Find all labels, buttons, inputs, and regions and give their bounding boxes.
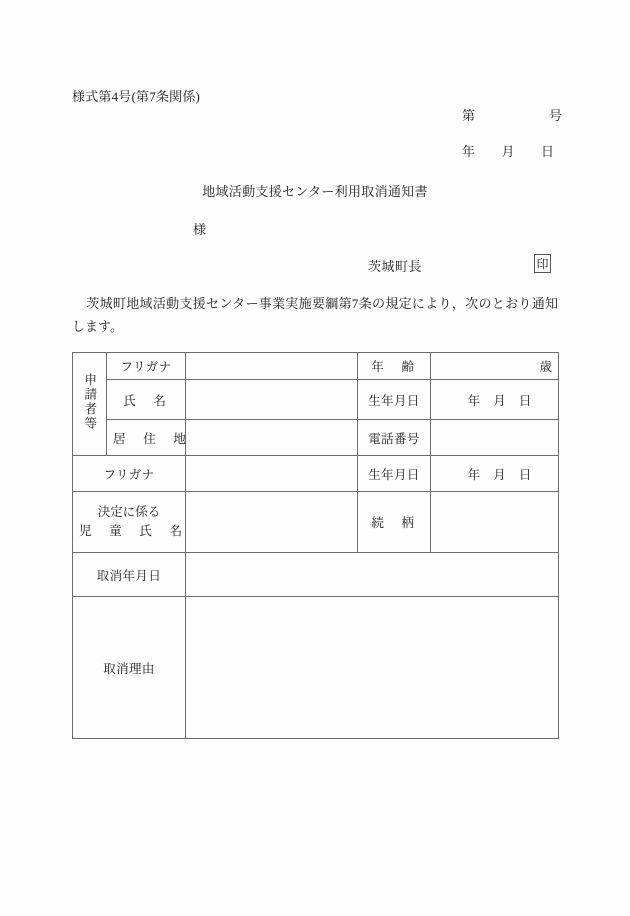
label-child-name-line1: 決定に係る (97, 504, 161, 519)
value-age[interactable] (431, 353, 559, 380)
label-phone: 電話番号 (358, 420, 431, 456)
notification-form-table (72, 352, 559, 739)
value-birthdate-applicant[interactable] (431, 380, 559, 420)
value-furigana-applicant[interactable] (186, 353, 358, 380)
value-cancel-date[interactable] (186, 553, 559, 597)
label-relationship: 続 柄 (358, 492, 431, 553)
value-birthdate-child[interactable] (431, 456, 559, 492)
label-age: 年 齢 (358, 353, 431, 380)
value-relationship[interactable] (431, 492, 559, 553)
value-phone[interactable] (431, 420, 559, 456)
label-furigana-child: フリガナ (73, 456, 186, 492)
label-cancel-date: 取消年月日 (73, 553, 186, 597)
birthdate-month-label: 月 (493, 393, 506, 408)
birthdate-year-label: 年 (467, 393, 481, 408)
table-row-cancel-date (73, 553, 559, 597)
addressee-honorific: 様 (193, 222, 207, 237)
label-child-name (73, 492, 186, 553)
value-cancel-reason[interactable] (186, 597, 559, 739)
label-birthdate-applicant: 生年月日 (358, 380, 431, 420)
child-birthdate-day-label: 日 (518, 467, 532, 482)
table-row-furigana-applicant (73, 353, 559, 380)
document-number-suffix: 号 (548, 108, 562, 123)
value-furigana-child[interactable] (186, 456, 358, 492)
document-number-line (462, 105, 562, 124)
label-furigana-applicant: フリガナ (107, 353, 186, 380)
document-date-line (462, 141, 554, 160)
document-number-prefix: 第 (462, 108, 476, 123)
child-birthdate-month-label: 月 (493, 467, 506, 482)
date-month-label: 月 (501, 144, 515, 159)
date-year-label: 年 (462, 144, 476, 159)
child-birthdate-year-label: 年 (467, 467, 481, 482)
birthdate-day-label: 日 (518, 393, 532, 408)
document-title: 地域活動支援センター利用取消通知書 (202, 184, 428, 199)
value-child-name[interactable] (186, 492, 358, 553)
label-name: 氏 名 (107, 380, 186, 420)
label-birthdate-child: 生年月日 (358, 456, 431, 492)
value-name[interactable] (186, 380, 358, 420)
age-unit-label: 歳 (539, 360, 552, 374)
table-row-residence (73, 420, 559, 456)
label-residence: 居 住 地 (107, 420, 186, 456)
label-cancel-reason: 取消理由 (73, 597, 186, 739)
table-row-cancel-reason (73, 597, 559, 739)
table-row-name (73, 380, 559, 420)
seal-stamp-box: 印 (534, 254, 551, 273)
form-number: 様式第4号(第7条関係) (72, 89, 201, 104)
value-residence[interactable] (186, 420, 358, 456)
label-child-name-line2: 児 童 氏 名 (79, 524, 185, 538)
issuer-name: 茨城町長 (368, 259, 423, 274)
table-row-furigana-child (73, 456, 559, 492)
applicant-section-label: 申請者等 (73, 353, 107, 456)
date-day-label: 日 (540, 144, 554, 159)
body-paragraph: 茨城町地域活動支援センター事業実施要綱第7条の規定により，次のとおり通知します。 (72, 296, 558, 334)
